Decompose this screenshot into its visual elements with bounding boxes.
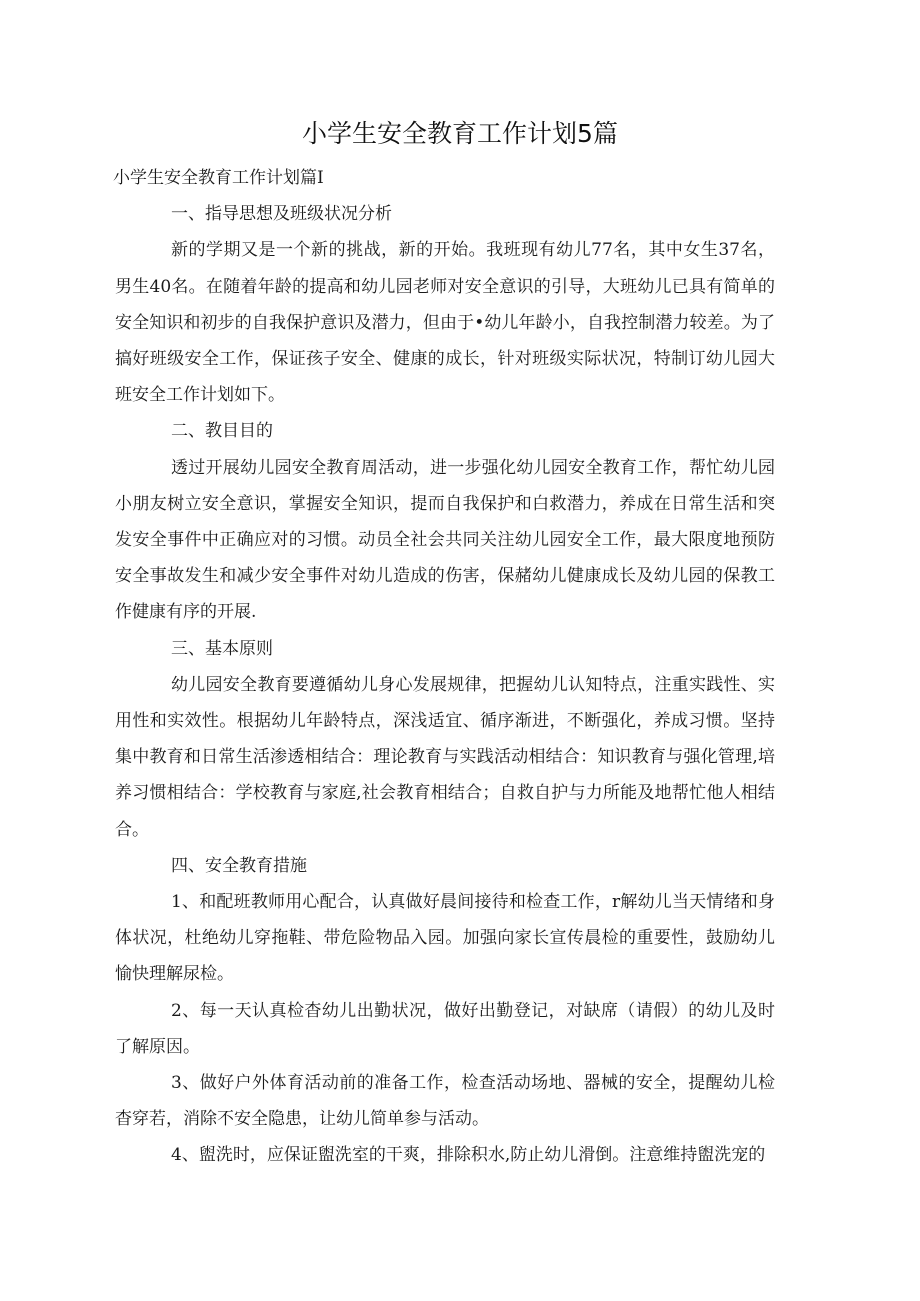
paragraph: 幼儿园安全教育要遵循幼儿身心发展规律，把握幼儿认知特点，注重实践性、实用性和实效性。根据幼儿年龄特点，深浅适宜、循序渐进，不断强化，养成习惯。坚持集中教育和日常生活渗透相结合：理论教育与实践活动相结合：知识教育与强化管理,培养习惯相结合：学校教育与家庭,社会教育相结合；自救自护与力所能及地帮忙他人相结合。 [115,674,775,840]
section-heading: 四、安全教育措施 [171,855,307,876]
section-heading: 三、基本原则 [171,638,273,659]
document-subtitle: 小学生安全教育工作计划篇I [113,168,324,188]
list-item: 2、每一天认真检杳幼儿出勤状况，做好出勤登记，对缺席（请假）的幼儿及时了解原因。 [115,1000,775,1057]
section-heading: 二、教目目的 [171,421,273,442]
paragraph: 新的学期又是一个新的挑战，新的开始。我班现有幼儿77名，其中女生37名，男生40名。在随着年龄的提高和幼儿园老师对安全意识的引导，大班幼儿已具有简单的安全知识和初步的自我保护意识及潜力，但由于•幼儿年龄小，自我控制潜力较差。为了搞好班级安全工作，保证孩子安全、健康的成长，针对班级实际状况，特制订幼儿园大班安全工作计划如下。 [115,240,775,406]
section-heading: 一、指导思想及班级状况分析 [171,204,392,225]
list-item: 4、盥洗时，应保证盥洗室的干爽，排除积水,防止幼儿滑倒。注意维持盥洗宠的 [171,1145,766,1166]
list-item: 1、和配班教师用心配合，认真做好晨间接待和检查工作，r解幼儿当天情绪和身体状况，杜绝幼儿穿拖鞋、带危险物品入园。加强向家长宣传晨检的重要性，鼓励幼儿愉快理解尿检。 [115,892,775,985]
paragraph: 透过开展幼儿园安全教育周活动，进一步强化幼儿园安全教育工作，帮忙幼儿园小朋友树立安全意识，掌握安全知识，提而自我保护和白救潜力，养成在日常生活和突发安全事件中正确应对的习惯。动员全社会共同关注幼儿园安全工作，最大限度地预防安全事故发生和减少安全事件对幼儿造成的伤害，保赭幼儿健康成长及幼儿园的保教工作健康有序的开展. [115,457,775,623]
document-title: 小学生安全教育工作计划5篇 [302,119,618,148]
document-body [115,160,775,1174]
list-item: 3、做好户外体育活动前的准备工作，检查活动场地、器械的安全，提醒幼儿检杳穿若，消除不安全隐患，让幼儿简单参与活动。 [115,1073,775,1130]
